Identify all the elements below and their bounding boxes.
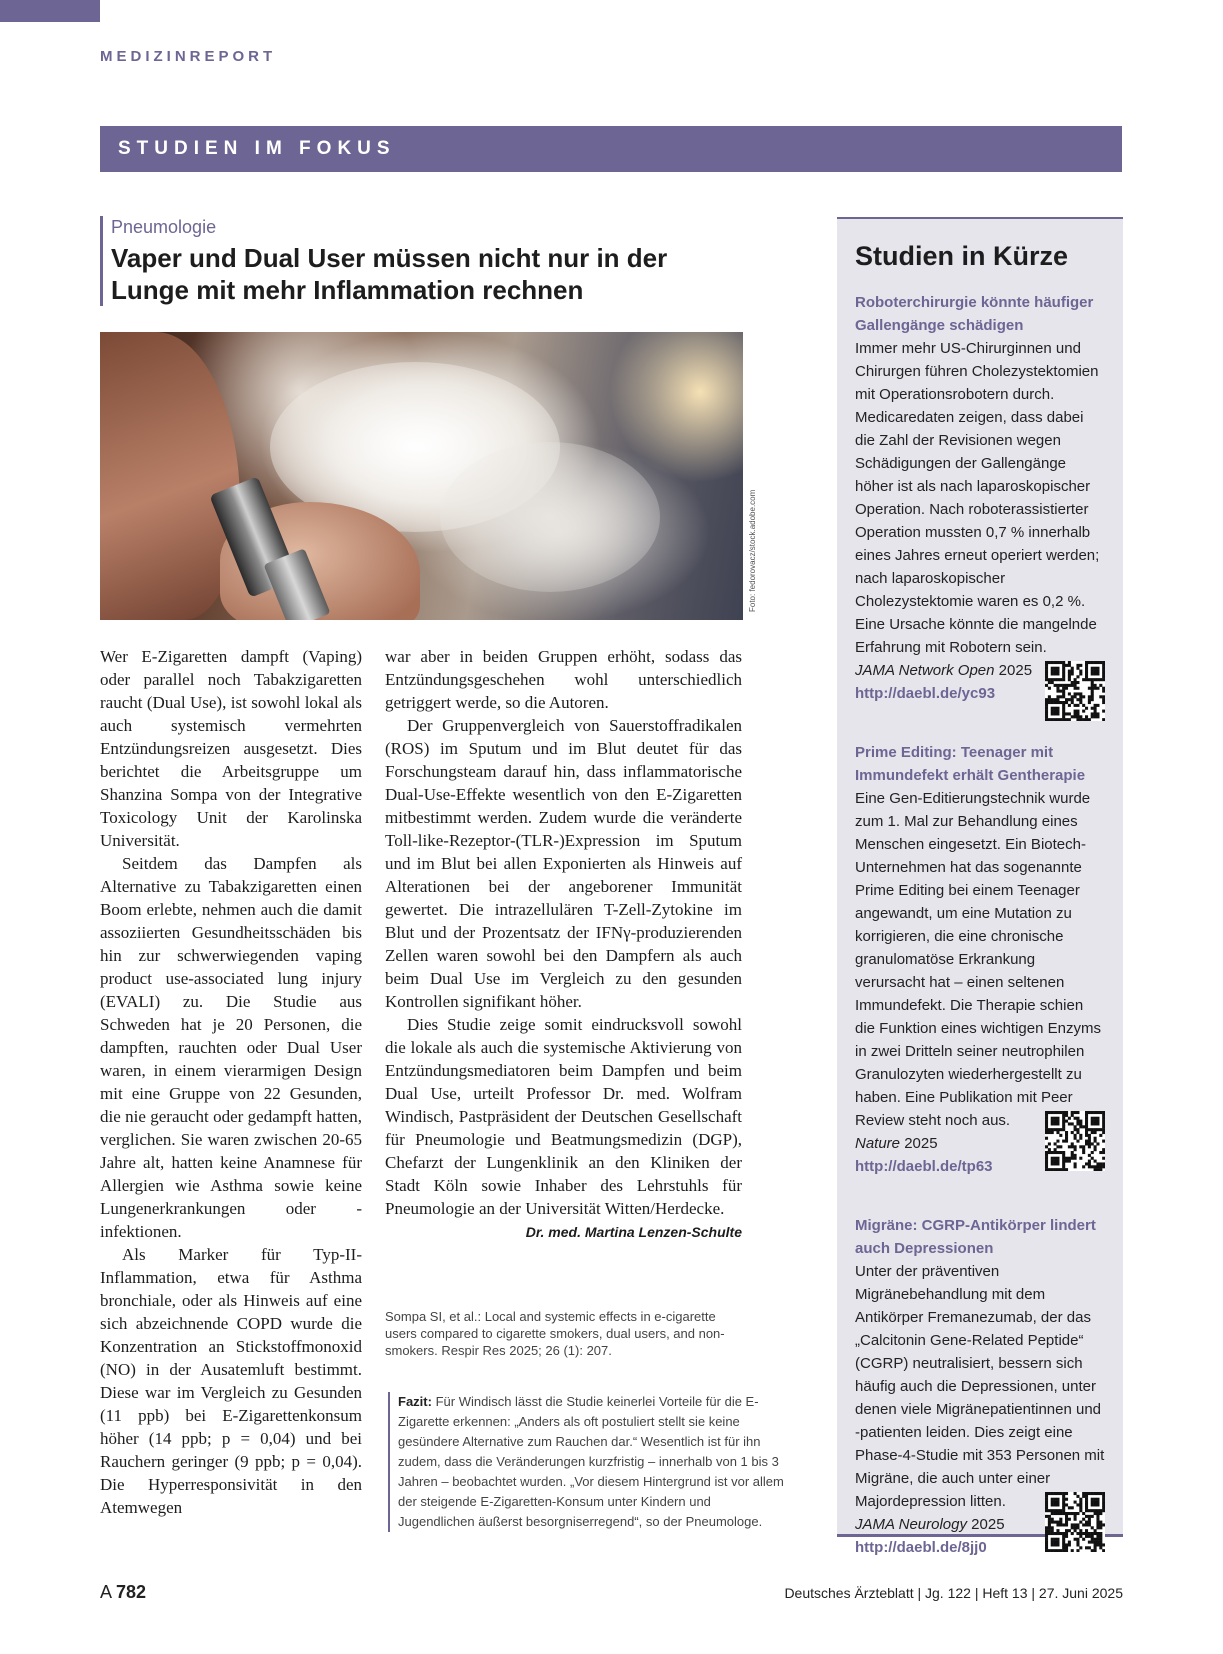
sidebar-item-title: Migräne: CGRP-Antikörper lindert auch Depressionen xyxy=(855,1217,1096,1257)
article-paragraph: Als Marker für Typ-II-Inflammation, etwa für Asthma bronchiale, oder als Hinweis auf eine sich abzeichnende COPD wurde die Konzentration an Stickstoffmonoxid (NO) in der Ausatemluft bestimmt. Diese war im Vergleich zu Gesunden (11 ppb) bei E-Zigarettenkonsum höher (14 ppb; p = 0,04) und bei Rauchern geringer (9 ppb; p = 0,04). Die Hyperresponsivität in den Atemwegen xyxy=(100,1245,362,1517)
article-paragraph: war aber in beiden Gruppen erhöht, sodass das Entzündungsgeschehen wohl unterschiedlich getriggert werde, so die Autoren. xyxy=(385,647,742,712)
article-author: Dr. med. Martina Lenzen-Schulte xyxy=(525,1224,742,1240)
journal-footer: Deutsches Ärzteblatt | Jg. 122 | Heft 13 | 27. Juni 2025 xyxy=(784,1585,1123,1601)
fazit-text: Für Windisch lässt die Studie keinerlei Vorteile für die E-Zigarette erkennen: „Anders als oft postuliert stellt sie keine gesündere Alternative zum Rauchen dar.“ Wesentlich ist für ihn zudem, dass die Veränderungen kurzfristig – innerhalb von 1 bis 3 Jahren – beobachtet wurden. „Vor diesem Hintergrund ist vor allem der steigende E-Zigaretten-Konsum unter Kindern und Jugendlichen äußerst besorgniserregend“, so der Pneumologe. xyxy=(398,1394,784,1529)
sidebar-item xyxy=(855,1214,1107,1559)
sidebar-item xyxy=(855,291,1107,705)
sidebar-item-body: Eine Gen-Editierungstechnik wurde zum 1. Mal zur Behandlung eines Menschen eingesetzt. Ein Biotech-Unternehmen hat das sogenannte Prime Editing bei einem Teenager angewandt, um eine Mutation zu korrigieren, die eine chronische granulomatöse Erkrankung verursacht hat – einen seltenen Immundefekt. Die Therapie schien die Funktion eines wichtigen Enzyms in zwei Dritteln seiner neutrophilen Granulozyten wiederhergestellt zu haben. Eine Publikation mit Peer Review steht noch aus. xyxy=(855,790,1101,1129)
sidebar-item-title: Roboterchirurgie könnte häufiger Gallengänge schädigen xyxy=(855,294,1094,334)
sidebar-item-link[interactable]: http://daebl.de/tp63 xyxy=(855,1158,993,1175)
article-headline: Vaper und Dual User müssen nicht nur in der Lunge mit mehr Inflammation rechnen xyxy=(111,243,668,305)
article-paragraph: Wer E-Zigaretten dampft (Vaping) oder parallel noch Tabakzigaretten raucht (Dual Use), ist sowohl lokal als auch systemisch vermehrten Entzündungsreizen ausgesetzt. Dies berichtet die Arbeitsgruppe um Shanzina Sompa von der Integrative Toxicology Unit der Karolinska Universität. xyxy=(100,647,362,850)
qr-code-icon[interactable] xyxy=(1045,1111,1105,1171)
vaping-photo xyxy=(100,332,743,620)
sidebar-item-year: 2025 xyxy=(967,1516,1005,1533)
photo-face xyxy=(100,332,240,620)
fazit-box xyxy=(388,1392,788,1532)
fazit-label: Fazit: xyxy=(398,1394,432,1409)
article-reference: Sompa SI, et al.: Local and systemic effects in e-cigarette users compared to cigarette smokers, dual users, and non-smokers. Respir Res 2025; 26 (1): 207. xyxy=(385,1309,725,1358)
sidebar-item-link[interactable]: http://daebl.de/8jj0 xyxy=(855,1539,987,1556)
corner-tab xyxy=(0,0,100,22)
section-label: MEDIZINREPORT xyxy=(100,48,277,65)
sidebar-item-year: 2025 xyxy=(994,662,1033,679)
sidebar-item-body: Unter der präventiven Migränebehandlung mit dem Antikörper Fremanezumab, der das „Calcitonin Gene-Related Peptide“ (CGRP) neutralisiert, bessern sich häufig auch die Depressionen, unter denen viele Migränepatientinnen und -patienten leiden. Dies zeigt eine Phase-4-Studie mit 353 Personen mit Migräne, die auch unter einer Majordepression litten. xyxy=(855,1263,1105,1510)
sidebar-item-year: 2025 xyxy=(900,1135,938,1152)
sidebar-item-title: Prime Editing: Teenager mit Immundefekt erhält Gentherapie xyxy=(855,744,1086,784)
page-number-value: 782 xyxy=(116,1582,147,1602)
sidebar-item-source: Nature xyxy=(855,1135,901,1152)
sidebar-studien-in-kuerze xyxy=(837,217,1123,1556)
sidebar-item-source: JAMA Neurology xyxy=(855,1516,967,1533)
sidebar-item xyxy=(855,741,1107,1178)
focus-bar: STUDIEN IM FOKUS xyxy=(100,126,1122,172)
article-paragraph: Dies Studie zeige somit eindrucksvoll sowohl die lokale als auch die systemische Aktivierung von Entzündungsmediatoren beim Dampfen und beim Dual Use, urteilt Professor Dr. med. Wolfram Windisch, Pastpräsident der Deutschen Gesellschaft für Pneumologie und Beatmungsmedizin (DGP), Chefarzt der Lungenklinik an den Kliniken der Stadt Köln sowie Inhaber des Lehrstuhls für Pneumologie an der Universität Witten/Herdecke. xyxy=(385,1015,742,1218)
photo-vapor-cloud-2 xyxy=(440,442,660,592)
sidebar-item-body: Immer mehr US-Chirurginnen und Chirurgen führen Cholezystektomien mit Operationsrobotern durch. Medicaredaten zeigen, dass dabei die Zahl der Revisionen wegen Schädigungen der Gallengänge höher ist als nach laparoskopischer Operation. Nach roboterassistierter Operation mussten 0,7 % innerhalb eines Jahres erneut operiert werden; nach laparoskopischer Cholezystektomie waren es 0,2 %. Eine Ursache könnte die mangelnde Erfahrung mit Robotern sein. xyxy=(855,340,1100,656)
qr-code-icon[interactable] xyxy=(1045,1492,1105,1552)
headline-block xyxy=(100,216,740,306)
article-paragraph: Der Gruppenvergleich von Sauerstoffradikalen (ROS) im Sputum und im Blut deutet für das Forschungsteam darauf hin, dass inflammatorische Dual-Use-Effekte wesentlich von den E-Zigaretten mitbestimmt werden. Zudem wurde die veränderte Toll-like-Rezeptor-(TLR-)Expression im Sputum und im Blut bei allen Exponierten als Hinweis auf Alterationen bei der angeborener Immunität gewertet. Die intrazellulären T-Zell-Zytokine im Blut und der Prozentsatz der IFNγ-produzierenden Zellen waren sowohl bei den Dampfern als auch beim Dual Use im Vergleich zu den gesunden Kontrollen signifikant höher. xyxy=(385,716,742,1011)
sidebar-item-source: JAMA Network Open xyxy=(855,662,995,679)
sidebar-item-link[interactable]: http://daebl.de/yc93 xyxy=(855,685,996,702)
article-paragraph: Seitdem das Dampfen als Alternative zu Tabakzigaretten einen Boom erlebte, nehmen auch die damit assoziierten Gesundheitsschäden bis hin zur schwerwiegenden vaping product use-associated lung injury (EVALI) zu. Die Studie aus Schweden hat je 20 Personen, die dampften, rauchten oder Dual User waren, in einem vierarmigen Design mit eine Gruppe von 22 Gesunden, die nie geraucht oder gedampft hatten, verglichen. Sie waren zwischen 20-65 Jahre alt, hatten keine Anamnese für Allergien wie Asthma sowie keine Lungenerkrankungen oder -infektionen. xyxy=(100,854,362,1241)
article-kicker: Pneumologie xyxy=(111,217,217,237)
article-column-2 xyxy=(385,645,742,1242)
page-number xyxy=(100,1582,146,1603)
page-prefix: A xyxy=(100,1582,117,1602)
qr-code-icon[interactable] xyxy=(1045,661,1105,721)
photo-credit: Foto: fedorovacz/stock.adobe.com xyxy=(748,489,757,612)
article-column-1 xyxy=(100,645,362,1519)
sidebar-title: Studien in Kürze xyxy=(855,241,1069,271)
